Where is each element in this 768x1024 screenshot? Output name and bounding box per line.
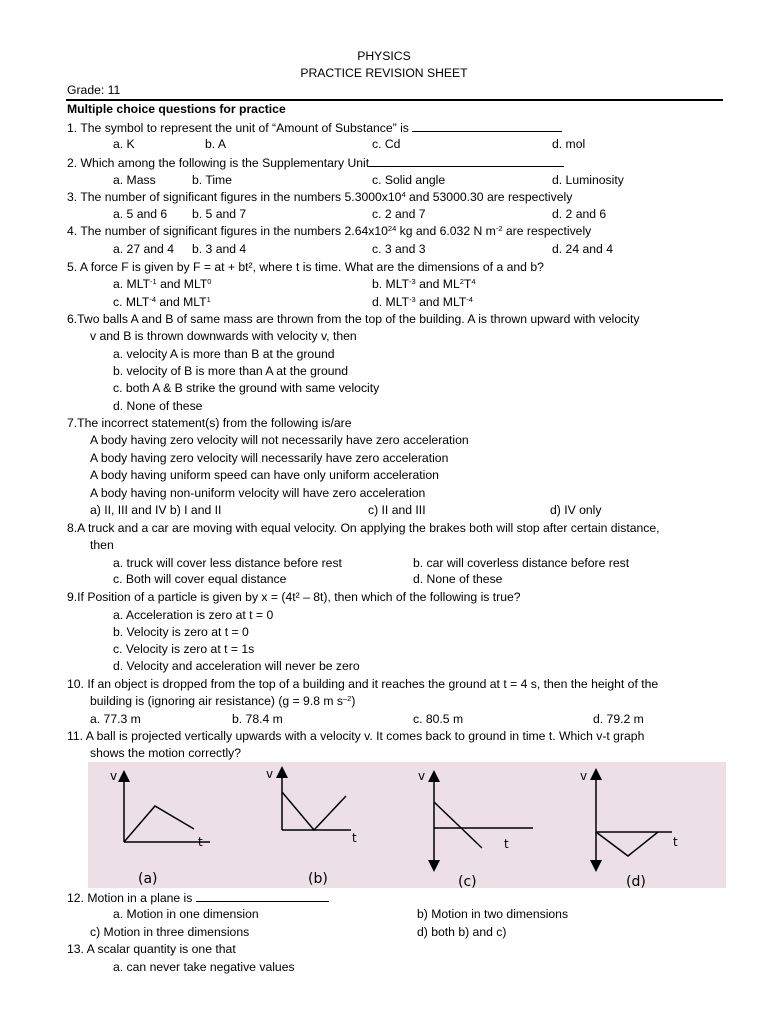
q10-option-a: a. 77.3 m [90,712,141,726]
graph-d [580,769,678,888]
question-8-continued: then [90,538,114,552]
graph-a-caption: (a) [138,871,158,887]
q10-option-c: c. 80.5 m [413,712,464,726]
q6-option-d: d. None of these [113,399,203,413]
q6-option-c: c. both A & B strike the ground with same velocity [113,381,380,395]
question-6-continued: v and B is thrown downwards with velocity v, then [90,329,357,343]
graph-d-curve [596,832,658,856]
q5-option-a: a. $MLT^{-1}$ and MLT$^0$ [113,277,212,291]
q4-option-c: c. 3 and 3 [372,242,426,256]
answer-blank [412,120,562,132]
graph-d-v-label: v [580,769,588,783]
graph-b-curve [282,792,346,830]
vt-graph-options [88,762,726,888]
q7-statement-1: A body having zero velocity will not necessarily have zero acceleration [90,433,469,447]
q1-option-b: b. A [205,137,227,151]
q10-option-d: d. 79.2 m [593,712,644,726]
q4-option-a: a. 27 and 4 [113,242,174,256]
q3-option-d: d. 2 and 6 [552,207,607,221]
header-divider [66,99,723,101]
q7-option-ab: a) II, III and IV b) I and II [90,503,222,517]
q8-option-b: b. car will coverless distance before rest [413,556,630,570]
graph-c-caption: (c) [458,874,477,888]
q12-option-d: d) both b) and c) [417,925,507,939]
graph-c-curve [434,802,482,848]
q9-option-c: c. Velocity is zero at t = 1s [113,642,255,656]
subject-heading: PHYSICS [357,49,411,63]
grade-label: Grade: 11 [67,83,121,97]
graph-a-t-label: t [198,835,203,849]
q12-option-c: c) Motion in three dimensions [90,925,250,939]
graph-a [110,769,210,887]
question-13: 13. A scalar quantity is one that [67,942,236,956]
graph-b-v-label: v [266,767,274,781]
q1-option-d: d. mol [552,137,586,151]
q2-option-a: a. Mass [113,173,156,187]
q8-option-d: d. None of these [413,572,503,586]
q2-option-c: c. Solid angle [372,173,446,187]
q9-option-b: b. Velocity is zero at t = 0 [113,625,249,639]
q7-statement-2: A body having zero velocity will necessarily have zero acceleration [90,451,449,465]
sheet-title: PRACTICE REVISION SHEET [300,66,468,80]
section-heading: Multiple choice questions for practice [67,102,286,116]
question-11-continued: shows the motion correctly? [90,746,242,760]
q9-option-d: d. Velocity and acceleration will never be zero [113,659,360,673]
q7-option-c: c) II and III [368,503,426,517]
q13-option-a: a. can never take negative values [113,960,295,974]
q8-option-a: a. truck will cover less distance before rest [113,556,342,570]
graph-b-caption: (b) [308,871,328,887]
q8-option-c: c. Both will cover equal distance [113,572,287,586]
q9-option-a: a. Acceleration is zero at t = 0 [113,608,274,622]
question-1: 1. The symbol to represent the unit of “Amount of Substance” is [67,120,562,136]
q7-statement-4: A body having non-uniform velocity will have zero acceleration [90,486,426,500]
question-12: 12. Motion in a plane is [67,890,329,906]
vt-graph-figure [88,762,726,888]
question-11: 11. A ball is projected vertically upwards with a velocity v. It comes back to ground in time t. Which v-t graph [67,729,645,743]
question-7: 7.The incorrect statement(s) from the following is/are [67,416,352,430]
question-5: 5. A force F is given by F = at + bt², where t is time. What are the dimensions of a and b? [67,260,544,274]
graph-d-t-label: t [673,835,678,849]
q2-option-b: b. Time [192,173,232,187]
q10-option-b: b. 78.4 m [232,712,283,726]
question-6: 6.Two balls A and B of same mass are thrown from the top of the building. A is thrown upward with velocity [67,312,640,326]
q3-option-c: c. 2 and 7 [372,207,426,221]
q6-option-b: b. velocity of B is more than A at the ground [113,364,349,378]
graph-a-curve [124,806,194,842]
q5-option-c: c. $MLT^{-4}$ and MLT$^1$ [113,295,211,309]
q12-option-a: a. Motion in one dimension [113,907,259,921]
q4-option-d: d. 24 and 4 [552,242,613,256]
graph-c-v-label: v [418,769,426,783]
q12-option-b: b) Motion in two dimensions [417,907,569,921]
question-8: 8.A truck and a car are moving with equal velocity. On applying the brakes both will stop after certain distance, [67,521,660,535]
graph-c [418,769,533,888]
q3-option-b: b. 5 and 7 [192,207,247,221]
q5-option-d: d. $MLT^{-3}$ and $MLT^{-4}$ [372,295,473,309]
question-10: 10. If an object is dropped from the top of a building and it reaches the ground at t = 4 s, then the height of the [67,677,659,691]
q6-option-a: a. velocity A is more than B at the ground [113,347,335,361]
answer-blank [369,155,564,167]
q4-option-b: b. 3 and 4 [192,242,247,256]
q5-option-b: b. $MLT^{-3}$ and $ML^2T^4$ [372,277,476,291]
question-3: 3. The number of significant figures in the numbers $5.3000x10^4$ and 53000.30 are respectively [67,190,573,204]
graph-b-t-label: t [352,831,357,845]
graph-c-t-label: t [504,837,509,851]
q2-option-d: d. Luminosity [552,173,624,187]
graph-a-v-label: v [110,769,118,783]
answer-blank [196,890,329,902]
q1-option-a: a. K [113,137,135,151]
q7-statement-3: A body having uniform speed can have only uniform acceleration [90,468,439,482]
question-9: 9.If Position of a particle is given by x = (4t² – 8t), then which of the following is true? [67,590,521,604]
graph-d-caption: (d) [626,874,646,888]
q1-option-c: c. Cd [372,137,401,151]
question-10-continued: building is (ignoring air resistance) (g = 9.8 m $s^{-2}$) [90,694,356,708]
graph-b [266,767,357,887]
q7-option-d: d) IV only [550,503,602,517]
question-2: 2. Which among the following is the Supplementary Unit [67,155,564,171]
q3-option-a: a. 5 and 6 [113,207,168,221]
question-4: 4. The number of significant figures in the numbers $2.64x10^{24}$ kg and 6.032 N $m^{-2}$ are respectively [67,224,592,238]
